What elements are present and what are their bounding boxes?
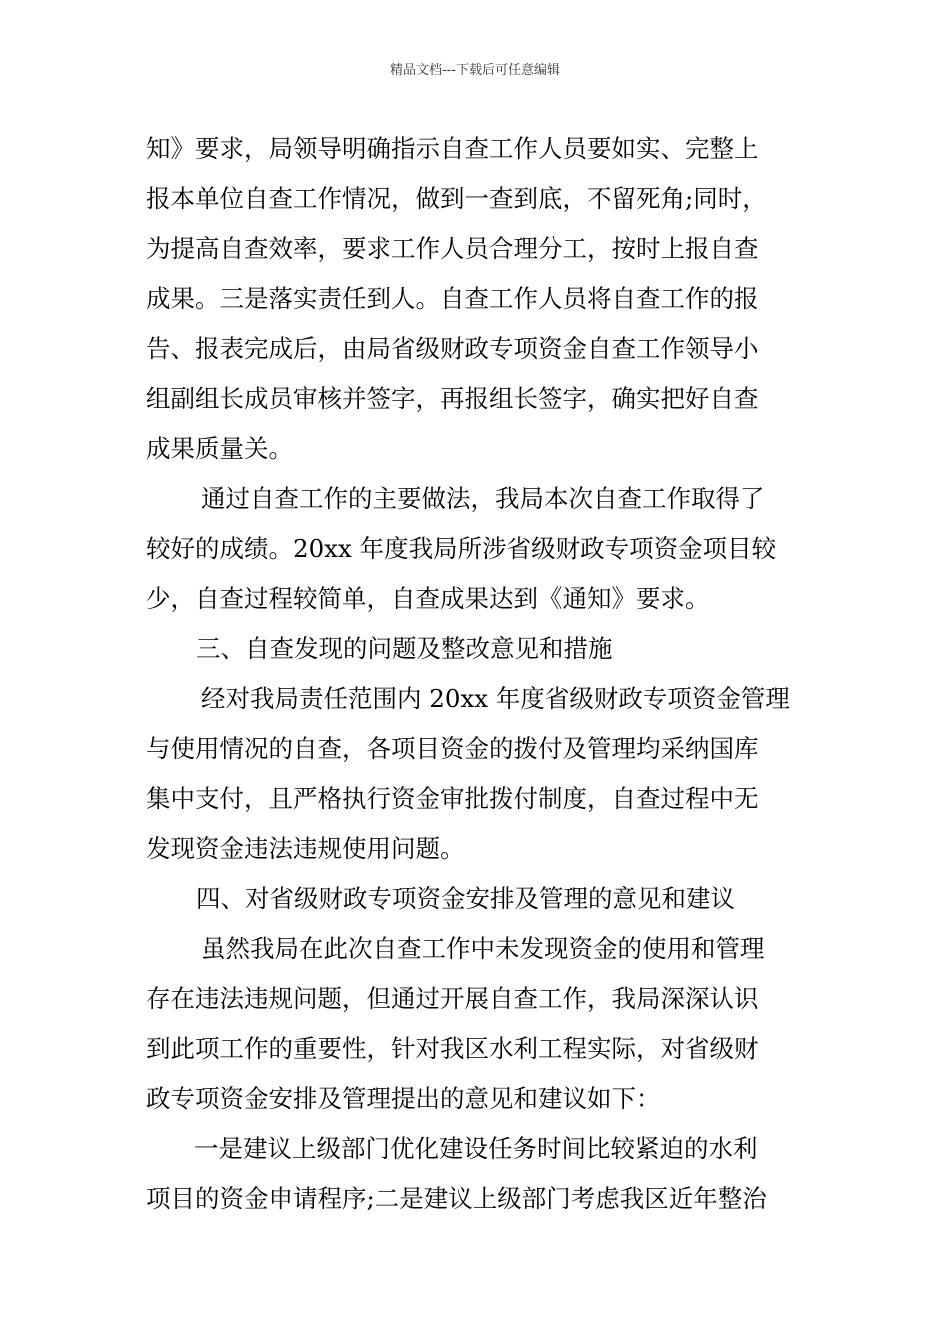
paragraph-start-line: 虽然我局在此次自查工作中未发现资金的使用和管理 <box>201 934 765 963</box>
text-line: 较好的成绩。20xx 年度我局所涉省级财政专项资金项目较 <box>146 534 777 563</box>
paragraph-start-line: 通过自查工作的主要做法，我局本次自查工作取得了 <box>201 484 765 513</box>
text-line: 为提高自查效率，要求工作人员合理分工，按时上报自查 <box>146 234 759 263</box>
paragraph-start-line: 经对我局责任范围内 20xx 年度省级财政专项资金管理 <box>201 684 790 713</box>
text-line: 组副组长成员审核并签字，再报组长签字，确实把好自查 <box>146 384 759 413</box>
page-header: 精品文档---下载后可任意编辑 <box>389 63 561 78</box>
text-line: 政专项资金安排及管理提出的意见和建议如下： <box>146 1084 661 1113</box>
section-heading-3: 三、自查发现的问题及整改意见和措施 <box>196 634 613 663</box>
text-line: 项目的资金申请程序;二是建议上级部门考虑我区近年整治 <box>146 1184 767 1213</box>
text-line: 成果。三是落实责任到人。自查工作人员将自查工作的报 <box>146 284 759 313</box>
text-line: 发现资金违法违规使用问题。 <box>146 834 465 863</box>
section-heading-4: 四、对省级财政专项资金安排及管理的意见和建议 <box>196 884 735 913</box>
text-line: 报本单位自查工作情况，做到一查到底，不留死角;同时， <box>146 184 767 213</box>
text-line: 到此项工作的重要性，针对我区水利工程实际，对省级财 <box>146 1034 759 1063</box>
text-line: 集中支付，且严格执行资金审批拨付制度，自查过程中无 <box>146 784 759 813</box>
paragraph-start-line: 一是建议上级部门优化建设任务时间比较紧迫的水利 <box>194 1134 758 1163</box>
document-body <box>146 124 806 1224</box>
text-line: 成果质量关。 <box>146 434 293 463</box>
text-line: 少，自查过程较简单，自查成果达到《通知》要求。 <box>146 584 710 613</box>
text-line: 知》要求，局领导明确指示自查工作人员要如实、完整上 <box>146 134 759 163</box>
text-line: 与使用情况的自查，各项目资金的拨付及管理均采纳国库 <box>146 734 759 763</box>
text-line: 存在违法违规问题，但通过开展自查工作，我局深深认识 <box>146 984 759 1013</box>
text-line: 告、报表完成后，由局省级财政专项资金自查工作领导小 <box>146 334 759 363</box>
